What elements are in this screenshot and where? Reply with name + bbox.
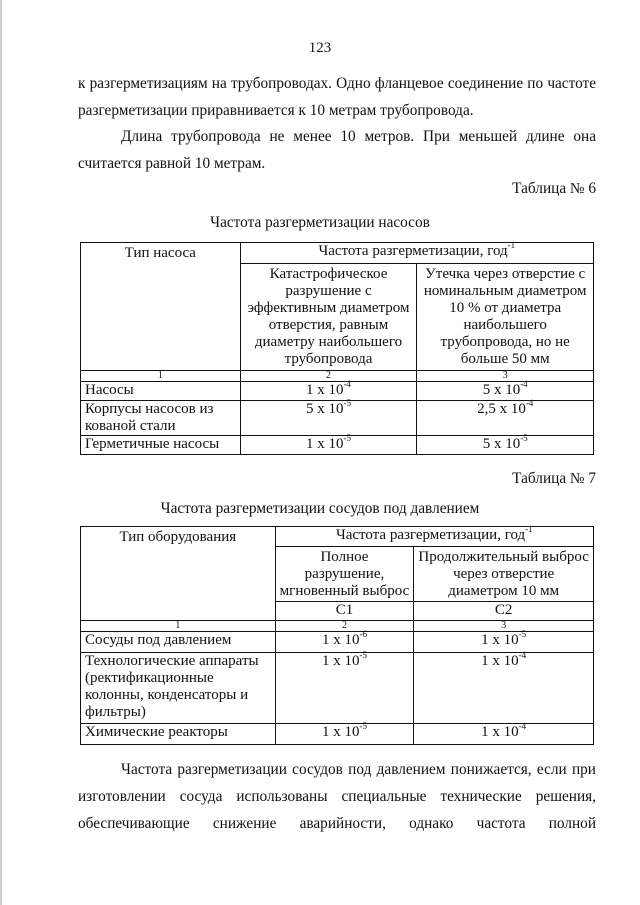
row-name: Насосы — [81, 382, 241, 401]
text-line: обеспечивающие снижение аварийности, однако частота полной — [78, 815, 596, 832]
table-6-label: Таблица № 6 — [512, 180, 596, 197]
column-number: 3 — [417, 371, 594, 382]
table-row — [81, 632, 594, 653]
table-row — [81, 401, 594, 436]
row-name: Технологические аппараты (ректификационные колонны, конденсаторы и фильтры) — [81, 653, 276, 724]
value-cell: 5 x $10^{-5}$ — [417, 436, 594, 455]
text-line: Длина трубопровода не менее 10 метров. При меньшей длине она — [121, 128, 596, 145]
header-equipment-type: Тип оборудования — [81, 527, 276, 621]
text-line: разгерметизации приравнивается к 10 метрам трубопровода. — [78, 102, 474, 119]
table-row — [81, 653, 594, 724]
value-cell: 1 x $10^{-5}$ — [275, 724, 414, 745]
column-number: 3 — [414, 621, 594, 632]
table-row — [81, 382, 594, 401]
header-frequency: Частота разгерметизации, год$^{-1}$ — [240, 243, 593, 264]
value-cell: 1 x $10^{-5}$ — [414, 632, 594, 653]
value-cell: 1 x $10^{-5}$ — [275, 653, 414, 724]
text-line: Частота разгерметизации сосудов под давлением понижается, если при — [121, 761, 596, 778]
table-number-row — [81, 371, 594, 382]
text-line: считается равной 10 метрам. — [78, 155, 266, 172]
table-header-row — [81, 527, 594, 547]
code-c2: C2 — [414, 602, 594, 621]
value-cell: 1 x $10^{-4}$ — [414, 724, 594, 745]
row-name: Корпусы насосов из кованой стали — [81, 401, 241, 436]
table-7 — [80, 526, 594, 745]
table-header-row — [81, 243, 594, 264]
header-catastrophic: Катастрофическое разрушение с эффективным диаметром отверстия, равным диаметру наибольшего трубопровода — [240, 264, 417, 371]
value-cell: 1 x $10^{-5}$ — [240, 436, 417, 455]
paragraph-2 — [78, 129, 596, 183]
value-cell: 1 x $10^{-6}$ — [275, 632, 414, 653]
column-number: 2 — [240, 371, 417, 382]
table-6-caption: Частота разгерметизации насосов — [210, 214, 430, 231]
table-7-label: Таблица № 7 — [512, 470, 596, 487]
header-frequency: Частота разгерметизации, год$^{-1}$ — [275, 527, 593, 547]
value-cell: 2,5 x $10^{-4}$ — [417, 401, 594, 436]
code-c1: C1 — [275, 602, 414, 621]
column-number: 1 — [81, 621, 276, 632]
row-name: Герметичные насосы — [81, 436, 241, 455]
text-line: изготовлении сосуда использованы специальные технические решения, — [78, 788, 596, 805]
page-edge — [0, 0, 2, 905]
value-cell: 5 x $10^{-4}$ — [417, 382, 594, 401]
column-number: 2 — [275, 621, 414, 632]
column-number: 1 — [81, 371, 241, 382]
table-number-row — [81, 621, 594, 632]
header-full-rupture: Полное разрушение, мгновенный выброс — [275, 547, 414, 602]
value-cell: 5 x $10^{-5}$ — [240, 401, 417, 436]
table-row — [81, 436, 594, 455]
value-cell: 1 x $10^{-4}$ — [240, 382, 417, 401]
paragraph-3 — [78, 762, 596, 843]
table-6 — [80, 242, 594, 455]
text-line: к разгерметизациям на трубопроводах. Одно фланцевое соединение по частоте — [78, 75, 596, 92]
value-cell: 1 x $10^{-4}$ — [414, 653, 594, 724]
table-7-caption: Частота разгерметизации сосудов под давлением — [160, 500, 480, 517]
header-leak: Утечка через отверстие с номинальным диаметром 10 % от диаметра наибольшего трубопровода, но не больше 50 мм — [417, 264, 594, 371]
paragraph-1 — [78, 76, 596, 130]
page-number: 123 — [308, 40, 332, 56]
row-name: Химические реакторы — [81, 724, 276, 745]
row-name: Сосуды под давлением — [81, 632, 276, 653]
header-continuous-release: Продолжительный выброс через отверстие диаметром 10 мм — [414, 547, 594, 602]
table-row — [81, 724, 594, 745]
header-type: Тип насоса — [81, 243, 241, 371]
